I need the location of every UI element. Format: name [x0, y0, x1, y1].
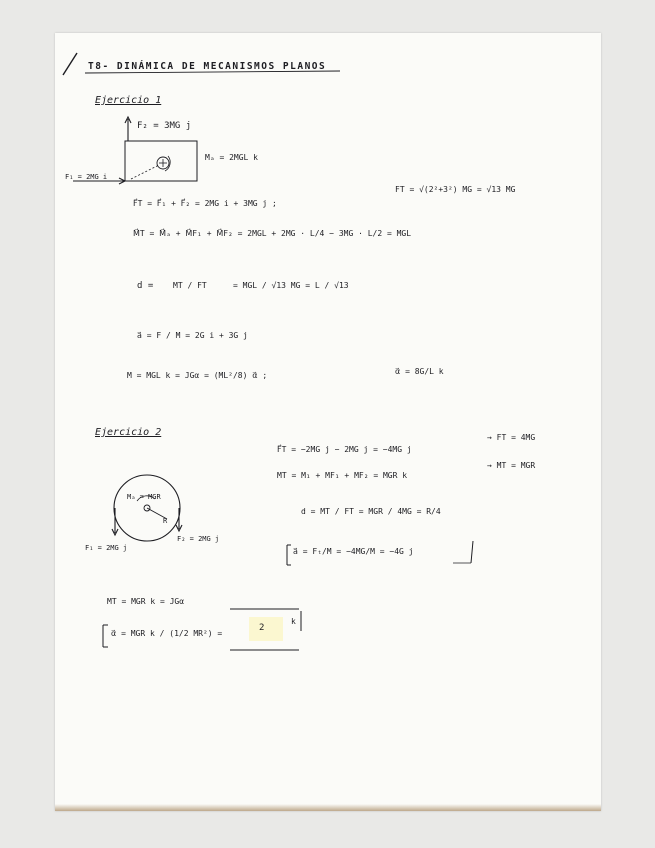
paper-edge — [55, 804, 601, 811]
title-slash — [63, 53, 77, 75]
ex1-block — [125, 141, 197, 181]
highlight-mark — [249, 617, 283, 641]
ex2-heading: Ejercicio 2 — [95, 427, 162, 438]
ex2-f1-label: F₁ = 2MG j — [85, 544, 128, 552]
ex1-moment-label: Mₐ = 2MGL k — [205, 153, 258, 162]
ex1-heading: Ejercicio 1 — [95, 95, 162, 106]
ex2-distance: d = MT / FT = MGR / 4MG = R/4 — [301, 507, 441, 516]
ex1-acceleration: a⃗ = F / M = 2G i + 3G j — [137, 331, 248, 340]
ex1-force-magnitude: FT = √(2²+3²) MG = √13 MG — [395, 185, 516, 194]
ex2-angular-value: 2 — [259, 623, 265, 633]
ex1-distance-result: = MGL / √13 MG = L / √13 — [233, 281, 349, 290]
ex2-f2-label: F₂ = 2MG j — [177, 535, 220, 543]
ex1-distance-lhs: d = — [137, 281, 154, 291]
ex2-radius-label: R — [163, 517, 168, 525]
ex1-angular-result: α⃗ = 8G/L k — [395, 367, 444, 376]
ex1-force-sum: F⃗T = F⃗₁ + F⃗₂ = 2MG i + 3MG j ; — [133, 199, 277, 208]
ex1-distance-frac: MT / FT — [173, 281, 207, 290]
ex2-angular-unit: k — [291, 617, 296, 626]
ex2-angular-eq: MT = MGR k = JGα — [107, 597, 185, 606]
paper-sheet — [55, 33, 601, 811]
ex1-f2-label: F₂ = 3MG j — [137, 121, 192, 131]
ex2-moment-sum: MT = M₁ + MF₁ + MF₂ = MGR k — [277, 471, 408, 480]
ex1-angular-eq: M = MGL k = JGα = (ML²/8) α⃗ ; — [127, 371, 268, 380]
ex2-angular-lhs: α⃗ = MGR k / (1/2 MR²) = — [111, 629, 223, 638]
ex2-moment-result: → MT = MGR — [487, 461, 536, 470]
ex2-acceleration: a⃗ = Fₜ/M = −4MG/M = −4G j — [293, 547, 414, 556]
ex1-f1-label: F₁ = 2MG i — [65, 173, 108, 181]
page-title: T8- DINÁMICA DE MECANISMOS PLANOS — [88, 61, 327, 72]
ex2-force-sum: F⃗T = −2MG j − 2MG j = −4MG j — [277, 445, 412, 454]
ex2-moment-label: Mₐ = MGR — [127, 493, 161, 501]
diagram-layer — [55, 33, 601, 811]
ex1-moment-sum: M⃗T = M⃗ₐ + M⃗F₁ + M⃗F₂ = 2MGL + 2MG · L/4 − 3MG · L/2 = MGL — [133, 229, 412, 238]
ex2-force-magnitude: → FT = 4MG — [487, 433, 536, 442]
